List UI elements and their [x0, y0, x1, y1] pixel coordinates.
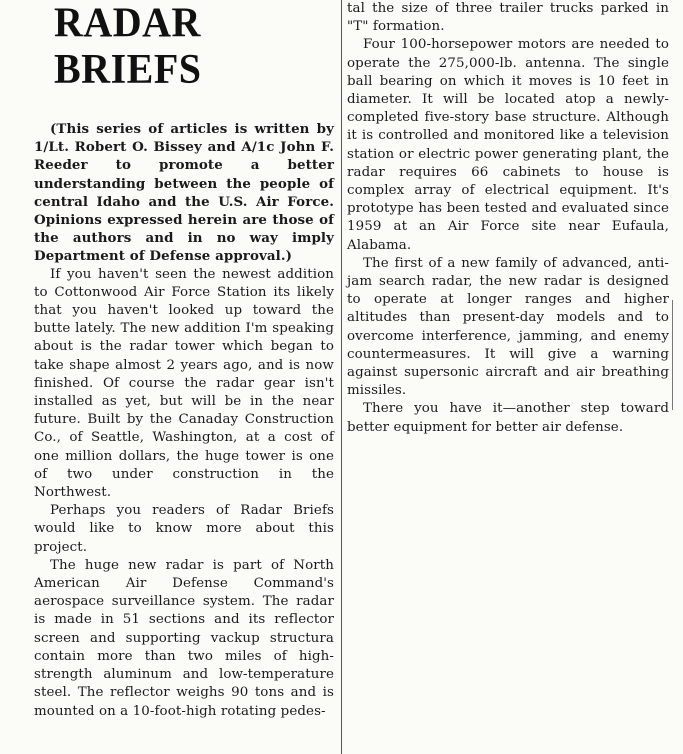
right-column	[347, 0, 669, 437]
paragraph-readers: Perhaps you readers of Radar Briefs would like to know more about this project.	[34, 503, 334, 555]
article-headline: RADAR BRIEFS	[54, 0, 202, 93]
left-column	[34, 0, 334, 721]
adjacent-column-edge	[672, 300, 673, 410]
paragraph-anti-jam: The first of a new family of advanced, anti-jam search radar, the new radar is designed to operate at longer ranges and higher altitudes than present-day models and to overcome interference, jamming, and enemy countermeasures. It will give a warning against supersonic aircraft and air breathing missiles.	[347, 255, 669, 399]
paragraph-pedestal-cont: tal the size of three trailer trucks parked in "T" formation.	[347, 1, 669, 35]
article-intro: (This series of articles is written by 1/Lt. Robert O. Bissey and A/1c John F. Reeder to promote a better understanding between the people of central Idaho and the U.S. Air Force. Opinions expressed herein are those of the authors and in no way imply Department of Defense approval.)	[34, 121, 334, 265]
paragraph-motors: Four 100-horsepower motors are needed to operate the 275,000-lb. antenna. The single ball bearing on which it moves is 10 feet in diameter. It will be located atop a newly-completed five-story base structure. Although it is controlled and monitored like a television station or electric power generating plant, the radar requires 66 cabinets to house is complex array of electrical equipment. It's prototype has been tested and evaluated since 1959 at an Air Force site near Eufaula, Alabama.	[347, 37, 669, 253]
paragraph-tower: If you haven't seen the newest addition to Cottonwood Air Force Station its likely that you haven't looked up toward the butte lately. The new addition I'm speaking about is the radar tower which began to take shape almost 2 years ago, and is now finished. Of course the radar gear isn't installed as yet, but will be in the near future. Built by the Canaday Construction Co., of Seattle, Washington, at a cost of one million dollars, the huge tower is one of two under construction in the Northwest.	[34, 266, 334, 501]
paragraph-conclusion: There you have it—another step toward better equipment for better air defense.	[347, 401, 669, 435]
paragraph-radar-structure: The huge new radar is part of North American Air Defense Command's aerospace surveillance system. The radar is made in 51 sections and its reflector screen and supporting vackup structura contain more than two miles of high-strength aluminum and low-temperature steel. The reflector weighs 90 tons and is mounted on a 10-foot-high rotating pedes-	[34, 557, 334, 719]
column-divider	[341, 0, 342, 754]
